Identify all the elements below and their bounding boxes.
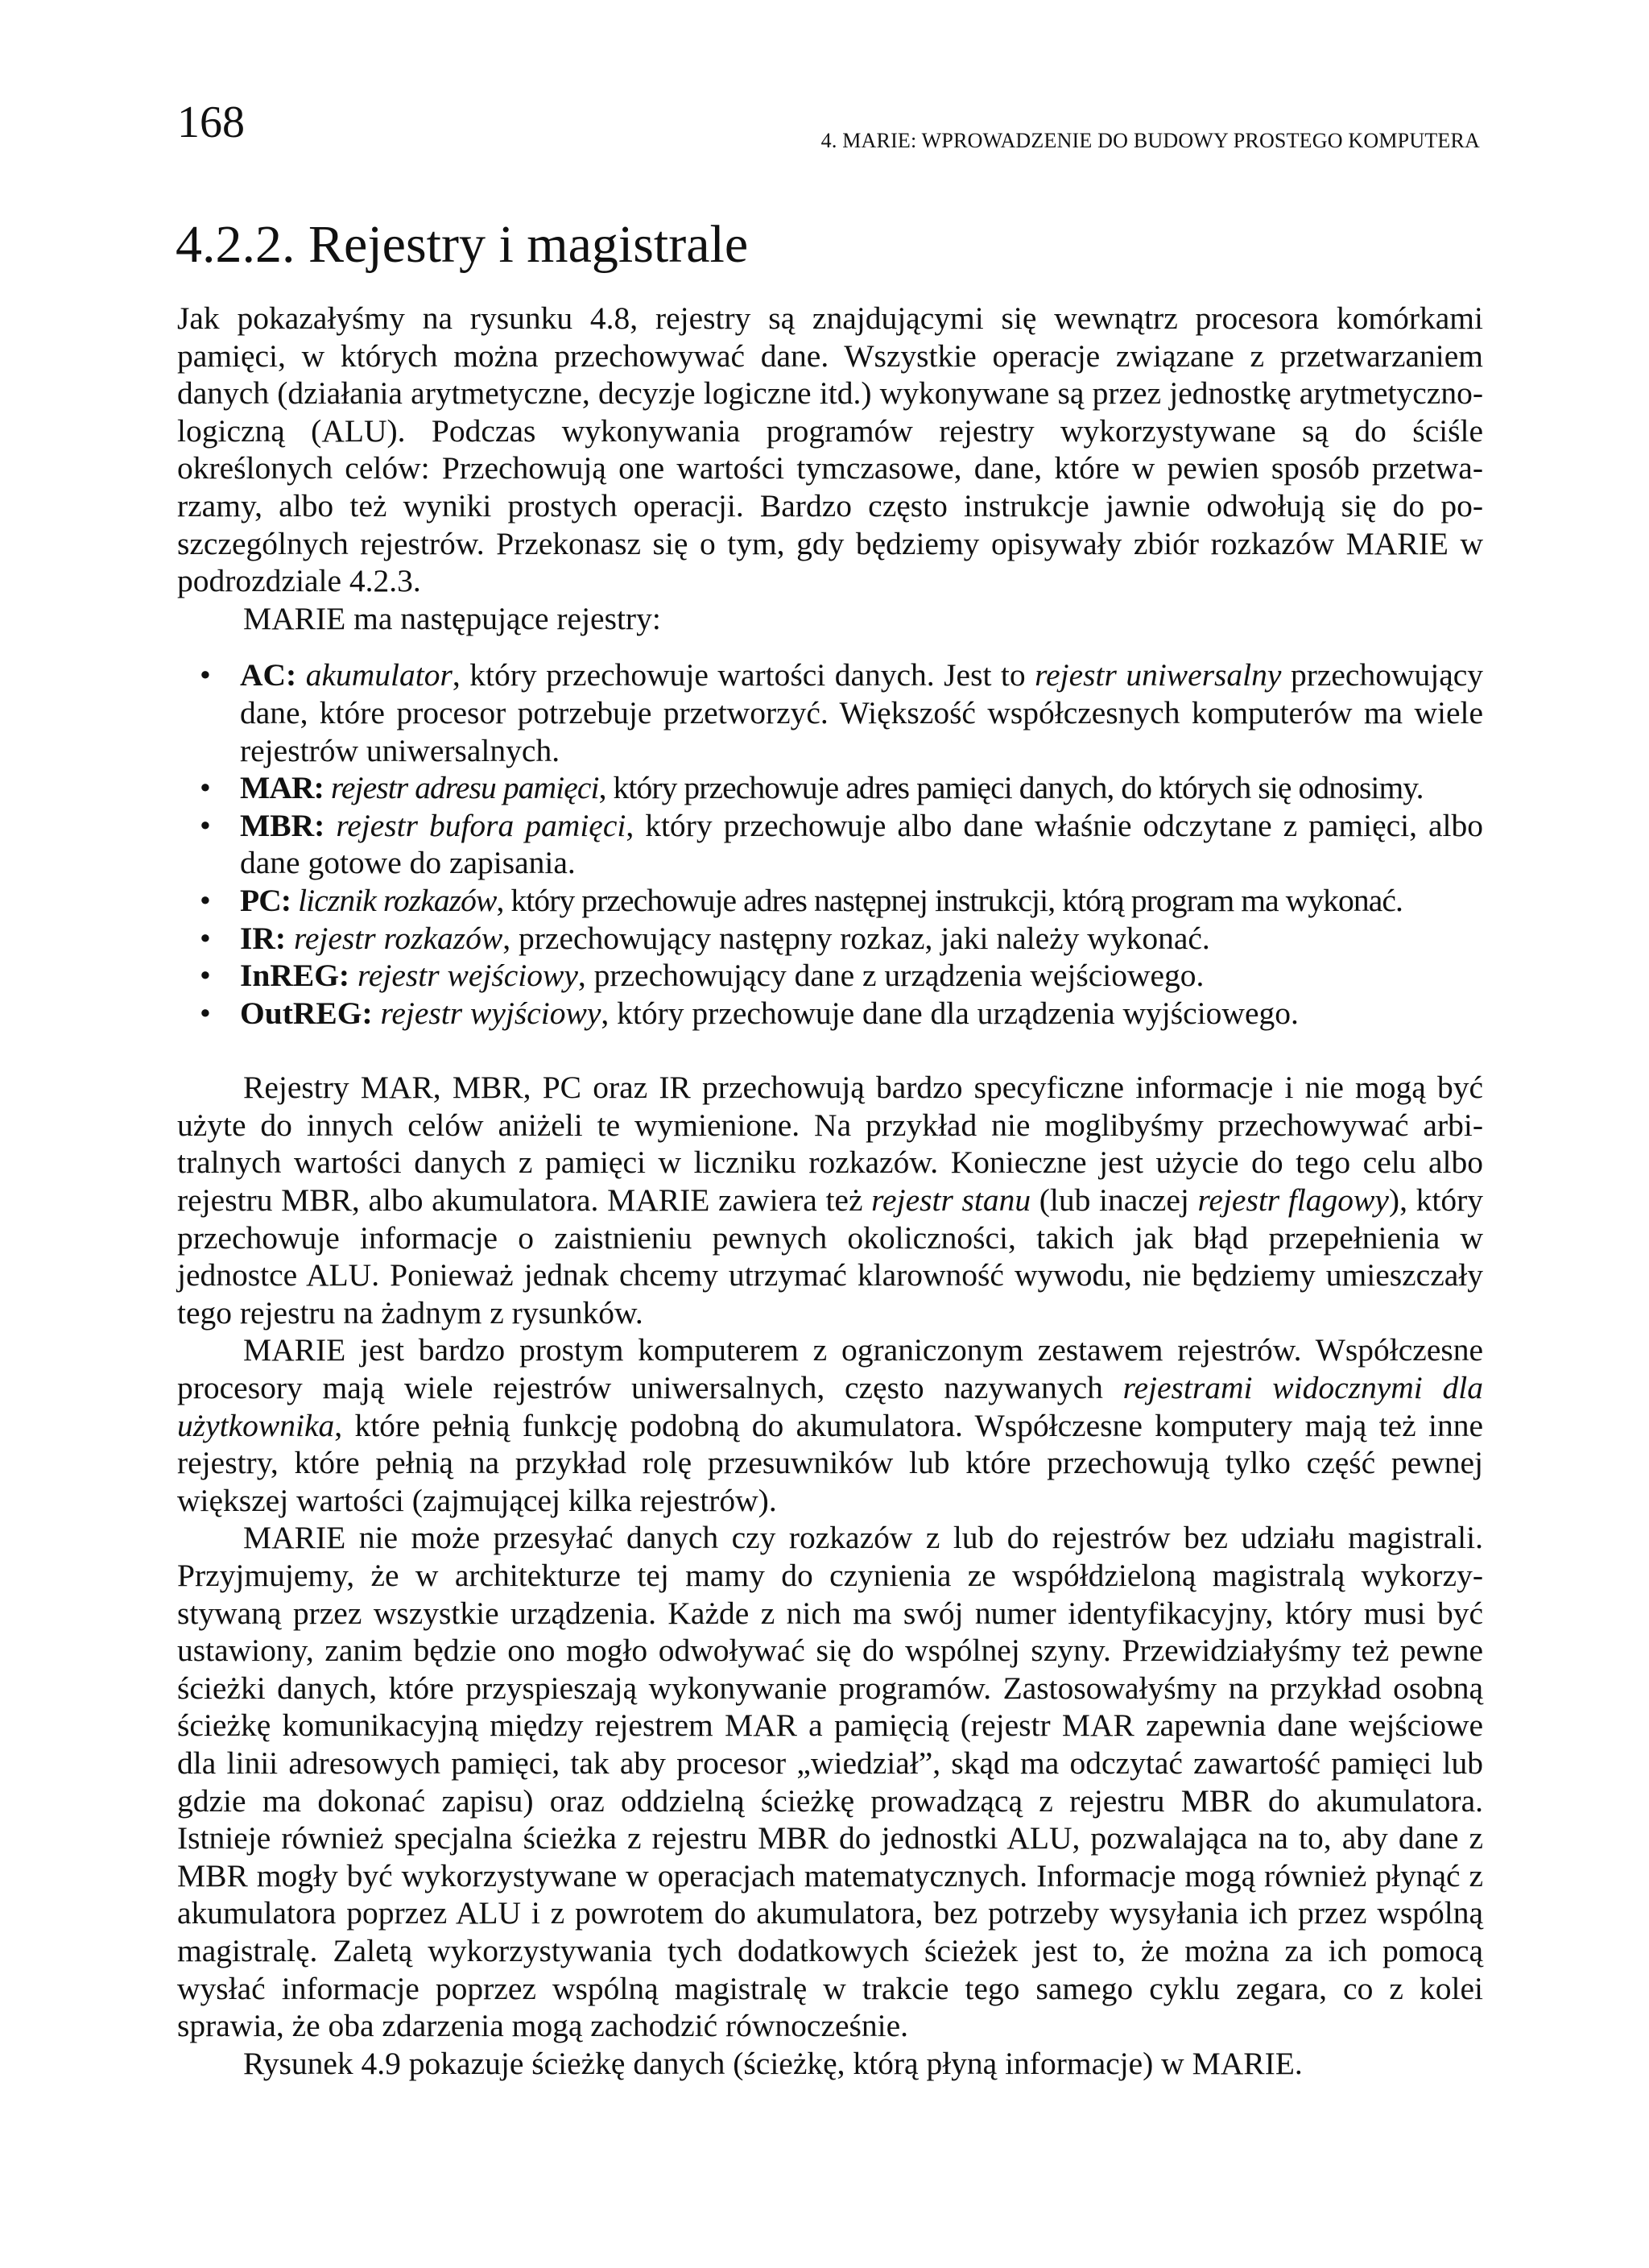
register-name: InREG: xyxy=(240,958,350,994)
register-desc: , przechowujący dane z urządzenia wejściowego. xyxy=(577,958,1205,994)
register-desc: , który przechowuje adres następnej instrukcji, którą program ma wykonać. xyxy=(496,882,1403,918)
register-name: PC: xyxy=(240,882,291,918)
list-item-outreg xyxy=(177,995,1483,1033)
paragraph-figure-reference: Rysunek 4.9 pokazuje ścieżkę danych (ścieżkę, którą płyną informacje) w MARIE. xyxy=(243,2045,1303,2081)
register-name: MAR: xyxy=(240,770,324,806)
list-item-mbr xyxy=(177,807,1483,882)
running-head: 4. MARIE: WPROWADZENIE DO BUDOWY PROSTEGO KOMPUTERA xyxy=(820,129,1480,152)
text-run: (lub inaczej xyxy=(1031,1182,1198,1219)
section-title: 4.2.2. Rejestry i magistrale xyxy=(176,215,749,274)
register-desc-cont: przechowujący dane, które procesor potrzebuje przetworzyć. Większość współczesnych komputerów ma wiele rejestrów uniwersalnych. xyxy=(240,657,1484,768)
paragraph-special-registers xyxy=(177,1069,1483,1331)
term-user-visible-registers: rejestrami widocznymi dla użytkownika xyxy=(177,1370,1483,1443)
text-run: MARIE jest bardzo prostym komputerem z ograniczonym zestawem rejestrów. Współczesne procesory mają wiele rejestrów uniwersalnych, często nazywanych xyxy=(177,1332,1483,1406)
text-run: ), który przechowuje informacje o zaistnieniu pewnych okoliczności, takich jak błąd przepełnienia w jednostce ALU. Ponieważ jednak chcemy utrzymać klarowność wywodu, nie będziemy umieszczały tego rejestru na żadnym z rysunków. xyxy=(177,1182,1483,1331)
register-name: AC: xyxy=(240,657,297,693)
register-desc: , który przechowuje adres pamięci danych, do których się odnosimy. xyxy=(598,770,1424,806)
register-term: akumulator xyxy=(305,657,453,693)
register-term-secondary: rejestr uniwersalny xyxy=(1035,657,1282,693)
register-desc: , który przechowuje albo dane właśnie odczytane z pamięci, albo dane gotowe do zapisania. xyxy=(240,807,1484,881)
text-run: Rejestry MAR, MBR, PC oraz IR przechowują bardzo specyficzne informacje i nie mogą być użyte do innych celów aniżeli te wymienione. Na przykład nie moglibyśmy przechowywać arbitralnych wartości danych z pamięci w liczniku rozkazów. Konieczne jest użycie do tego celu albo rejestru MBR, albo akumulatora. MARIE zawiera też xyxy=(177,1070,1483,1219)
register-name: IR: xyxy=(240,920,287,956)
list-item-ir xyxy=(177,920,1483,958)
register-list xyxy=(177,656,1483,1032)
list-item-ac xyxy=(177,656,1483,769)
paragraph-buses: MARIE nie może przesyłać danych czy rozkazów z lub do rejestrów bez udziału magistrali. Przyjmujemy, że w architekturze tej mamy do czynienia ze współdzieloną magistralą wykorzystywaną przez wszystkie urządzenia. Każde z nich ma swój numer identyfikacyjny, który musi być ustawiony, zanim będzie ono mogło odwoływać się do wspólnej szyny. Przewidziałyśmy też pewne ścieżki danych, które przyspieszają wykonywanie programów. Zastosowałyśmy na przykład osobną ścieżkę komunikacyjną między rejestrem MAR a pamięcią (rejestr MAR zapewnia dane wejściowe dla linii adresowych pamięci, tak aby procesor „wiedział”, skąd ma odczytać zawartość pamięci lub gdzie ma dokonać zapisu) oraz oddzielną ścieżkę prowadzącą z rejestru MBR do akumulatora. Istnieje również specjalna ścieżka z rejestru MBR do jednostki ALU, pozwalająca na to, aby dane z MBR mogły być wykorzystywane w operacjach matematycznych. Informacje mogą również płynąć z akumulatora poprzez ALU i z powrotem do akumulatora, bez potrzeby wysyłania ich przez wspólną magistralę. Zaletą wykorzystywania tych dodatkowych ścieżek jest to, że można za ich pomocą wysłać informacje poprzez wspólną magistralę w trakcie tego samego cyklu zegara, co z kolei sprawia, że oba zdarzenia mogą zachodzić równocześnie. xyxy=(177,1520,1483,2044)
register-term: rejestr wyjściowy xyxy=(380,995,601,1031)
intro-paragraph: Jak pokazałyśmy na rysunku 4.8, rejestry są znajdującymi się wewnątrz procesora komórkami pamięci, w których można przechowywać dane. Wszystkie operacje związane z przetwarzaniem danych (działania arytmetyczne, decyzje logiczne itd.) wykonywane są przez jednostkę arytmetyczno-logiczną (ALU). Podczas wykonywania programów rejestry wykorzystywane są do ściśle określonych celów: Przechowują one wartości tymczasowe, dane, które w pewien sposób przetwarzamy, albo też wyniki prostych operacji. Bardzo często instrukcje jawnie odwołują się do poszczególnych rejestrów. Przekonasz się o tym, gdy będziemy opisywały zbiór rozkazów MARIE w podrozdziale 4.2.3. xyxy=(177,300,1483,599)
register-desc: , przechowujący następny rozkaz, jaki należy wykonać. xyxy=(502,920,1210,956)
register-term: rejestr bufora pamięci xyxy=(336,807,626,843)
register-desc: , który przechowuje dane dla urządzenia wyjściowego. xyxy=(601,995,1299,1031)
body-text xyxy=(177,300,1483,2082)
register-term: rejestr rozkazów xyxy=(293,920,503,956)
term-status-register: rejestr stanu xyxy=(871,1182,1031,1219)
text-run: , które pełnią funkcję podobną do akumulatora. Współczesne komputery mają też inne rejestry, które pełnią na przykład rolę przesuwników lub które przechowują tylko część pewnej większej wartości (zajmującej kilka rejestrów). xyxy=(177,1407,1483,1518)
paragraph-gap xyxy=(177,1032,1483,1069)
list-item-inreg xyxy=(177,957,1483,995)
paragraph-modern-processors xyxy=(177,1331,1483,1519)
register-name: OutREG: xyxy=(240,995,373,1031)
term-flag-register: rejestr flagowy xyxy=(1197,1182,1389,1219)
register-desc: , który przechowuje wartości danych. Jest to xyxy=(452,657,1035,693)
registers-intro: MARIE ma następujące rejestry: xyxy=(243,600,661,636)
register-term: rejestr wejściowy xyxy=(357,958,578,994)
list-item-pc xyxy=(177,882,1483,920)
list-item-mar xyxy=(177,769,1483,807)
register-term: licznik rozkazów xyxy=(298,882,497,918)
register-term: rejestr adresu pamięci xyxy=(330,770,599,806)
page-number: 168 xyxy=(177,97,245,147)
register-name: MBR: xyxy=(240,807,325,843)
